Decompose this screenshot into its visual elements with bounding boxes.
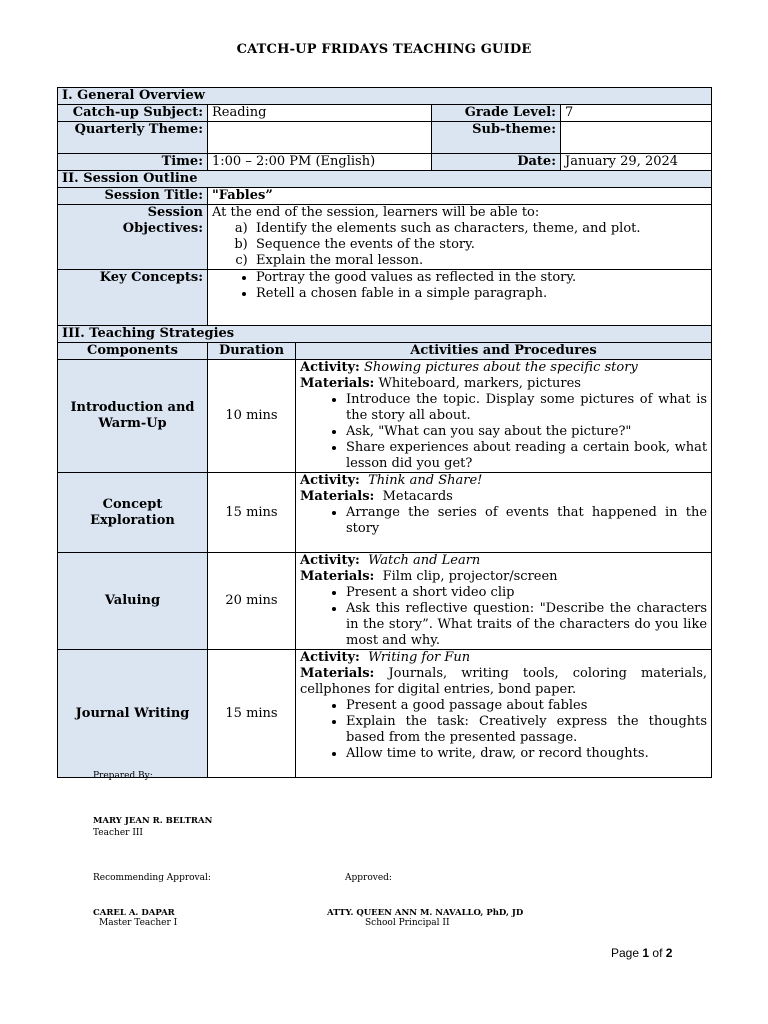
session-title-label: Session Title: (58, 188, 208, 205)
procedure-item: • Arrange the series of events that happened in the story (346, 505, 707, 537)
session-title-value: "Fables” (208, 188, 712, 205)
date-label: Date: (432, 154, 561, 171)
date-value: January 29, 2024 (561, 154, 712, 171)
section-general-overview: I. General Overview (58, 88, 712, 105)
recommender-name: CAREL A. DAPAR (93, 908, 175, 918)
objectives-cell (208, 205, 712, 270)
col-duration: Duration (208, 343, 296, 360)
key-concept-item: • Portray the good values as reflected in the story. (256, 270, 707, 286)
grade-label: Grade Level: (432, 105, 561, 122)
objective-item: b. Sequence the events of the story. (256, 237, 707, 253)
approver-title: School Principal II (365, 918, 450, 928)
section-session-outline: II. Session Outline (58, 171, 712, 188)
key-concepts-label: Key Concepts: (58, 270, 208, 326)
component-journal: Journal Writing (58, 650, 208, 778)
time-label: Time: (58, 154, 208, 171)
procedure-list (300, 698, 707, 762)
duration-valuing: 20 mins (208, 553, 296, 650)
duration-journal: 15 mins (208, 650, 296, 778)
procedure-item: • Introduce the topic. Display some pictures of what is the story all about. (346, 392, 707, 424)
subtheme-value (561, 122, 712, 154)
procedure-item: • Allow time to write, draw, or record thoughts. (346, 746, 707, 762)
time-value: 1:00 – 2:00 PM (English) (208, 154, 432, 171)
approved-label: Approved: (345, 873, 392, 883)
approver-name: ATTY. QUEEN ANN M. NAVALLO, PhD, JD (327, 908, 524, 918)
col-components: Components (58, 343, 208, 360)
document-title: CATCH-UP FRIDAYS TEACHING GUIDE (236, 42, 532, 57)
activity-concept: Activity: Think and Share! Materials: Metacards • Arrange the series of events that happened in the story (296, 473, 712, 553)
procedure-item: • Explain the task: Creatively express the thoughts based from the presented passage. (346, 714, 707, 746)
objectives-intro: At the end of the session, learners will be able to: (212, 205, 540, 220)
procedure-item: • Ask this reflective question: "Describe the characters in the story”. What traits of the characters do you like most and why. (346, 601, 707, 649)
section-teaching-strategies: III. Teaching Strategies (58, 326, 712, 343)
procedure-item: • Present a good passage about fables (346, 698, 707, 714)
col-activities: Activities and Procedures (296, 343, 712, 360)
procedure-item: • Share experiences about reading a certain book, what lesson did you get? (346, 440, 707, 472)
key-concept-item: • Retell a chosen fable in a simple paragraph. (256, 286, 707, 302)
recommender-title: Master Teacher I (99, 918, 178, 928)
component-concept: Concept Exploration (58, 473, 208, 553)
prepared-by-label: Prepared By: (93, 771, 153, 781)
preparer-title: Teacher III (93, 828, 143, 838)
duration-concept: 15 mins (208, 473, 296, 553)
procedure-list (300, 505, 707, 537)
key-concepts-list (212, 270, 707, 302)
procedure-list (300, 585, 707, 649)
activity-introduction: Activity: Showing pictures about the specific story Materials: Whiteboard, markers, pictures • Introduce the topic. Display some pictures of what is the story all about. • Ask, "What can you say about the picture?" • Share experiences about reading a certain book, what lesson did you get? (296, 360, 712, 473)
subject-value: Reading (208, 105, 432, 122)
key-concepts-cell (208, 270, 712, 326)
objectives-label: Session Objectives: (58, 205, 208, 270)
objective-item: a. Identify the elements such as characters, theme, and plot. (256, 221, 707, 237)
theme-value (208, 122, 432, 154)
subtheme-label: Sub-theme: (432, 122, 561, 154)
teaching-guide-table (57, 87, 712, 778)
preparer-name: MARY JEAN R. BELTRAN (93, 816, 213, 826)
procedure-item: • Present a short video clip (346, 585, 707, 601)
objectives-list (212, 221, 707, 269)
subject-label: Catch-up Subject: (58, 105, 208, 122)
duration-introduction: 10 mins (208, 360, 296, 473)
recommending-label: Recommending Approval: (93, 873, 211, 883)
activity-valuing: Activity: Watch and Learn Materials: Film clip, projector/screen • Present a short video clip • Ask this reflective question: "Describe the characters in the story”. What traits of the characters do you like most and why. (296, 553, 712, 650)
grade-value: 7 (561, 105, 712, 122)
activity-journal: Activity: Writing for Fun Materials: Journals, writing tools, coloring materials, cellphones for digital entries, bond paper. • Present a good passage about fables • Explain the task: Creatively express the thoughts based from the presented passage. • Allow time to write, draw, or record thoughts. (296, 650, 712, 778)
procedure-item: • Ask, "What can you say about the picture?" (346, 424, 707, 440)
procedure-list (300, 392, 707, 472)
component-valuing: Valuing (58, 553, 208, 650)
objective-item: c. Explain the moral lesson. (256, 253, 707, 269)
page-indicator: Page 1 of 2 (611, 946, 673, 960)
theme-label: Quarterly Theme: (58, 122, 208, 154)
component-introduction: Introduction and Warm-Up (58, 360, 208, 473)
